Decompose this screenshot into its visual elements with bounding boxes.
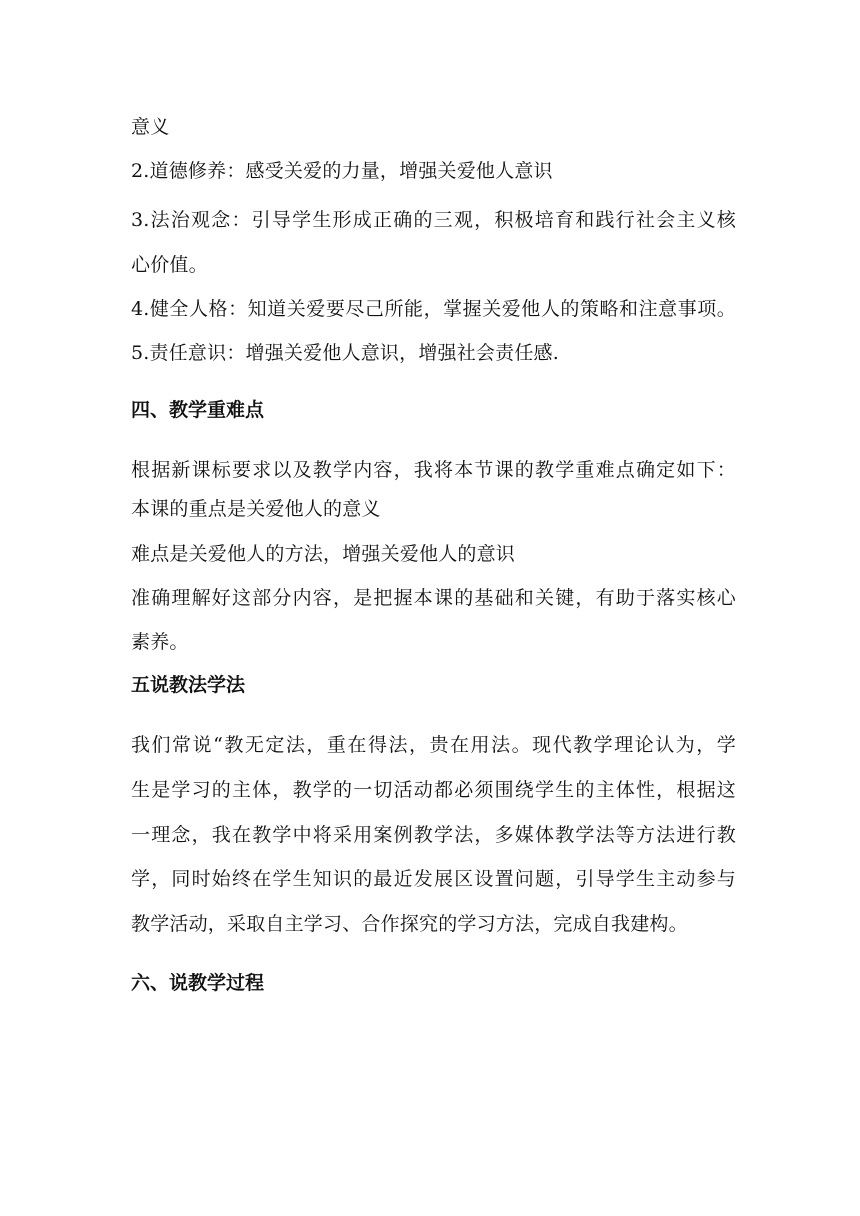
objective-sound-personality: 4.健全人格：知道关爱要尽己所能，掌握关爱他人的策略和注意事项。 bbox=[131, 298, 736, 320]
methods-paragraph-line: 生是学习的主体，教学的一切活动都必须围绕学生的主体性，根据这 bbox=[131, 779, 736, 801]
objective-line-meaning: 意义 bbox=[131, 116, 170, 138]
objective-rule-of-law: 3.法治观念：引导学生形成正确的三观，积极培育和践行社会主义核 bbox=[131, 209, 736, 231]
objective-rule-of-law-continued: 心价值。 bbox=[131, 254, 208, 276]
key-points-intro: 根据新课标要求以及教学内容，我将本节课的教学重难点确定如下： bbox=[131, 459, 736, 481]
key-point-difficulty: 难点是关爱他人的方法，增强关爱他人的意识 bbox=[131, 543, 516, 565]
key-points-summary: 准确理解好这部分内容，是把握本课的基础和关键，有助于落实核心 bbox=[131, 587, 736, 609]
methods-paragraph-line: 学，同时始终在学生知识的最近发展区设置问题，引导学生主动参与 bbox=[131, 868, 736, 890]
objective-moral-cultivation: 2.道德修养：感受关爱的力量，增强关爱他人意识 bbox=[131, 160, 553, 182]
section-heading-key-points: 四、教学重难点 bbox=[131, 399, 265, 421]
methods-paragraph-line: 教学活动，采取自主学习、合作探究的学习方法，完成自我建构。 bbox=[131, 913, 688, 935]
methods-paragraph-line: 一理念，我在教学中将采用案例教学法，多媒体教学法等方法进行教 bbox=[131, 824, 736, 846]
methods-paragraph-line: 我们常说“教无定法，重在得法，贵在用法。现代教学理论认为，学 bbox=[131, 734, 736, 756]
key-points-summary-continued: 素养。 bbox=[131, 631, 189, 653]
objective-responsibility: 5.责任意识：增强关爱他人意识，增强社会责任感. bbox=[131, 342, 559, 364]
section-heading-teaching-process: 六、说教学过程 bbox=[131, 972, 265, 994]
section-heading-teaching-methods: 五说教法学法 bbox=[131, 674, 246, 696]
key-point-focus: 本课的重点是关爱他人的意义 bbox=[131, 498, 381, 520]
